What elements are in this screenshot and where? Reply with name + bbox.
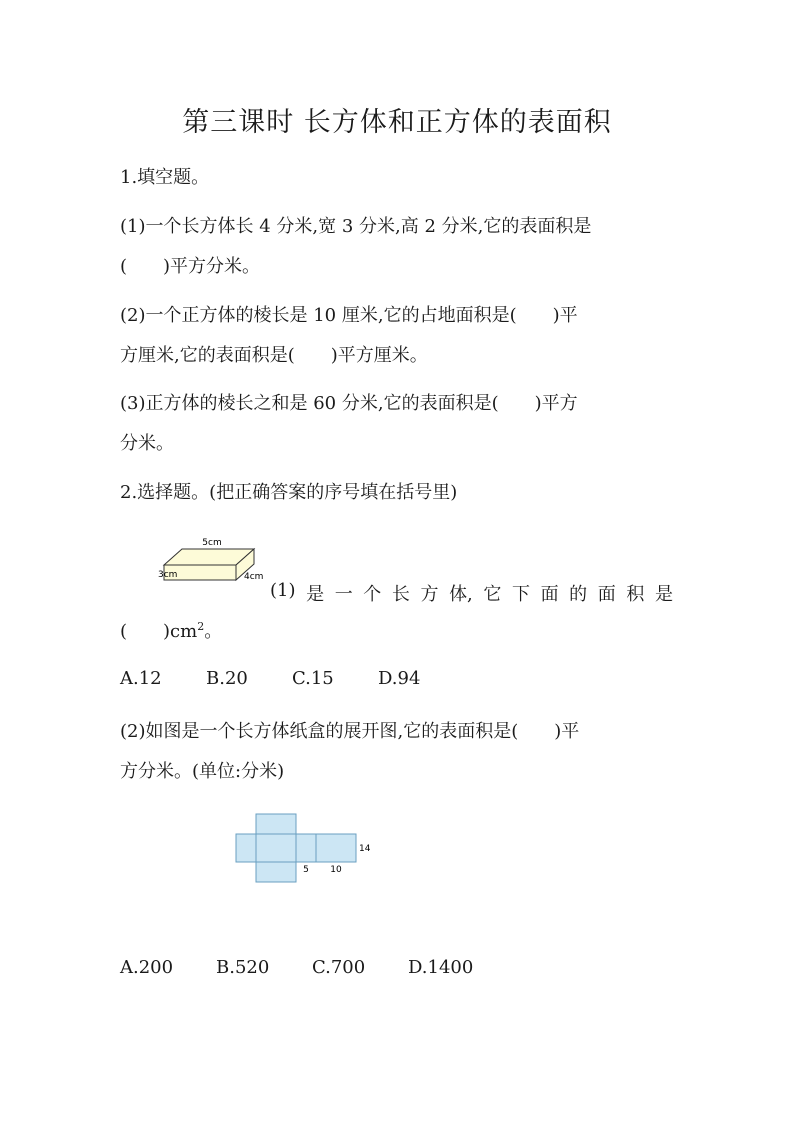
squared-superscript: 2 bbox=[197, 620, 205, 633]
option-b: B.520 bbox=[216, 957, 270, 978]
net-label-14: 14 bbox=[359, 844, 371, 854]
s1-q2-line2: 方厘米,它的表面积是( )平方厘米。 bbox=[120, 345, 428, 366]
net-label-5: 5 bbox=[303, 865, 309, 875]
cuboid-figure bbox=[150, 533, 270, 583]
option-b: B.20 bbox=[206, 668, 248, 689]
s1-q3-line2: 分米。 bbox=[120, 433, 174, 454]
section2-heading: 2.选择题。(把正确答案的序号填在括号里) bbox=[120, 482, 458, 503]
net-bottom-face bbox=[256, 862, 296, 882]
s1-q1-line2: ( )平方分米。 bbox=[120, 256, 261, 277]
section1-heading: 1.填空题。 bbox=[120, 167, 210, 188]
s2-q1-line2 bbox=[120, 617, 222, 643]
cuboid-net-figure bbox=[230, 810, 380, 888]
option-d: D.1400 bbox=[408, 957, 474, 978]
s1-q2-line1: (2)一个正方体的棱长是 10 厘米,它的占地面积是( )平 bbox=[120, 305, 578, 326]
net-far-right-face bbox=[316, 834, 356, 862]
s2-q1-line2-text: ( )cm bbox=[120, 621, 198, 642]
s2-q1-line2-end: 。 bbox=[204, 621, 223, 642]
s2-q2-options bbox=[120, 957, 473, 978]
s2-q1-options bbox=[120, 668, 420, 689]
page-title: 第三课时 长方体和正方体的表面积 bbox=[182, 107, 612, 138]
net-right-face bbox=[296, 834, 316, 862]
option-d: D.94 bbox=[378, 668, 421, 689]
cuboid-top-label: 5cm bbox=[202, 538, 222, 548]
net-left-face bbox=[236, 834, 256, 862]
s1-q3-line1: (3)正方体的棱长之和是 60 分米,它的表面积是( )平方 bbox=[120, 393, 578, 414]
s1-q1-line1: (1)一个长方体长 4 分米,宽 3 分米,高 2 分米,它的表面积是 bbox=[120, 216, 592, 237]
s2-q1-line1: (1) 是 一 个 长 方 体, 它 下 面 的 面 积 是 bbox=[270, 580, 673, 605]
option-a: A.12 bbox=[120, 668, 162, 689]
option-a: A.200 bbox=[120, 957, 174, 978]
option-c: C.15 bbox=[292, 668, 334, 689]
net-top-face bbox=[256, 814, 296, 834]
net-label-10: 10 bbox=[330, 865, 342, 875]
s2-q2-line2: 方分米。(单位:分米) bbox=[120, 761, 285, 782]
option-c: C.700 bbox=[312, 957, 366, 978]
net-center-face bbox=[256, 834, 296, 862]
cuboid-left-label: 3cm bbox=[158, 570, 178, 580]
s2-q2-line1: (2)如图是一个长方体纸盒的展开图,它的表面积是( )平 bbox=[120, 721, 580, 742]
cuboid-right-label: 4cm bbox=[244, 572, 264, 582]
